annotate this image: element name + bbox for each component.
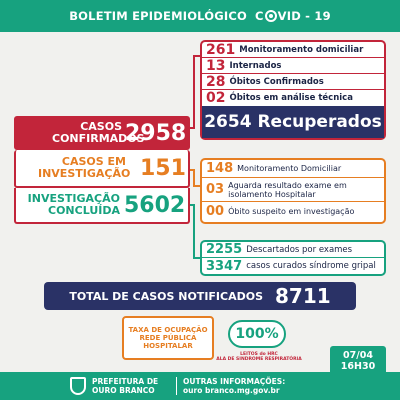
bulletin-date: 07/04 16H30 <box>330 346 386 376</box>
breakdown-row: 261 Monitoramento domiciliar <box>202 42 384 58</box>
covid-title: C VID - 19 <box>255 9 331 23</box>
casos-confirmados-value: 2958 <box>125 120 187 146</box>
breakdown-row: 03 Aguarda resultado exame em isolamento Hospitalar <box>202 178 384 202</box>
city-crest-icon <box>70 377 86 395</box>
breakdown-row: 02 Óbitos em análise técnica <box>206 90 353 106</box>
casos-investigacao-value: 151 <box>140 155 186 181</box>
casos-investigacao-label: CASOS EM INVESTIGAÇÃO <box>38 155 131 180</box>
prefeitura-name: PREFEITURA DE OURO BRANCO <box>92 377 159 395</box>
breakdown-row: 28 Óbitos Confirmados <box>202 74 384 90</box>
investigacao-concluida-label: INVESTIGAÇÃO CONCLUÍDA <box>27 192 120 217</box>
breakdown-row: 00 Óbito suspeito em investigação <box>206 203 355 219</box>
footer-info: OUTRAS INFORMAÇÕES: ouro branco.mg.gov.br <box>183 377 286 395</box>
breakdown-row: 148 Monitoramento Domiciliar <box>202 160 384 178</box>
investigacao-concluida-box <box>14 188 190 224</box>
footer <box>0 372 400 400</box>
investigacao-breakdown <box>200 158 386 224</box>
casos-confirmados-box <box>14 116 190 150</box>
confirmados-breakdown <box>200 40 386 140</box>
breakdown-row: 13 Internados <box>202 58 384 74</box>
breakdown-row: 2255 Descartados por exames <box>202 242 384 258</box>
breakdown-row: 3347 casos curados síndrome gripal <box>206 258 376 274</box>
leitos-note: LEITOS do HRC ALA DE SINDROME RESPIRATÓRIA <box>216 352 302 362</box>
total-value: 8711 <box>275 284 331 308</box>
website-link[interactable]: ouro branco.mg.gov.br <box>183 386 280 395</box>
investigacao-concluida-value: 5602 <box>124 192 186 218</box>
casos-confirmados-label: CASOS CONFIRMADOS <box>52 120 145 145</box>
taxa-ocupacao-label: TAXA DE OCUPAÇÃO REDE PÚBLICA HOSPITALAR <box>122 316 214 360</box>
footer-divider <box>176 377 177 395</box>
concluida-breakdown <box>200 240 386 276</box>
recuperados-banner: 2654 Recuperados <box>202 106 384 138</box>
total-notificados-bar <box>44 282 356 310</box>
total-label: TOTAL DE CASOS NOTIFICADOS <box>69 289 264 303</box>
casos-investigacao-box <box>14 150 190 188</box>
taxa-ocupacao-value: 100% <box>228 320 286 348</box>
bulletin-title: BOLETIM EPIDEMIOLÓGICO <box>69 9 248 23</box>
